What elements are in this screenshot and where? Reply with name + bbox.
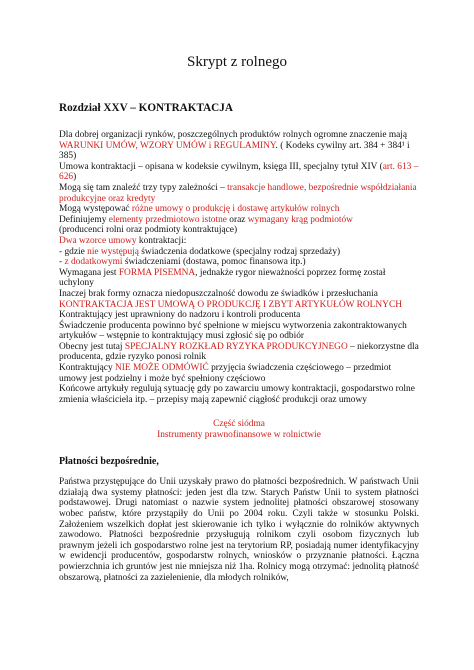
text-line: Wymagana jest FORMA PISEMNA, jednakże rygor nieważności poprzez formę został uchylony (59, 267, 386, 289)
document-title: Skrypt z rolnego (187, 54, 287, 70)
text-line: Mogą występować różne umowy o produkcję i dostawę artykułów rolnych (59, 204, 340, 215)
text-line: Mogą się tam znaleźć trzy typy zależności – transakcje handlowe, bezpośrednie współdziałania produkcyjne oraz kredyty (59, 182, 417, 204)
text-line: - z dodatkowymi świadczeniami (dostawa, pomoc finansowa itp.) (59, 257, 306, 268)
chapter-heading: Rozdział XXV – KONTRAKTACJA (59, 102, 233, 114)
text-line: Definiujemy elementy przedmiotowo istotne oraz wymagany krąg podmiotów (59, 214, 353, 225)
text-line: (producenci rolni oraz podmioty kontraktujące) (59, 225, 238, 236)
text-line: Kontraktujący jest uprawniony do nadzoru i kontroli producenta (59, 310, 301, 321)
document-body (59, 130, 419, 583)
section-heading: Płatności bezpośrednie, (59, 455, 159, 467)
text-line: Dla dobrej organizacji rynków, poszczególnych produktów rolnych ogromne znaczenie mają WARUNKI UMÓW, WZORY UMÓW i REGULAMINY. ( Kodeks cywilny art. 384 + 384¹ i 385) (59, 130, 410, 162)
text-line: Inaczej brak formy oznacza niedopuszczalność dowodu ze świadków i przesłuchania (59, 288, 378, 299)
text-line: KONTRAKTACJA JEST UMOWĄ O PRODUKCJĘ I ZBYT ARTYKUŁÓW ROLNYCH (59, 299, 402, 310)
part-title: Część siódma (213, 419, 265, 430)
paragraph: Państwa przystępujące do Unii uzyskały prawo do płatności bezpośrednich. W państwach Unii działają dwa systemy płatności: jeden jest dla tzw. Starych Państw Unii to system płatności podstawowej. Drugi natomiast o nazwie system jednolitej płatności obszarowej stosowany wobec państw, które przystąpiły do Unii po 2004 roku. Czyli także w stosunku Polski. Założeniem wszelkich dopłat jest skierowanie ich tylko i wyłącznie do rolników aktywnych zawodowo. Płatności bezpośrednie przysługują rolnikom czyli osobom fizycznych lub prawnym jeżeli ich gospodarstwo rolne jest na terytorium RP, posiadają numer identyfikacyjny w ewidencji producentów, gospodarstw rolnych, wniosków o przyznanie płatności. Łączna powierzchnia ich gruntów jest nie mniejsza niż 1ha. Rolnicy mogą otrzymać: jednolitą płatność obszarową, płatności za zazielenienie, dla młodych rolników, (59, 477, 419, 583)
text-line: - gdzie nie występują świadczenia dodatkowe (specjalny rodzaj sprzedaży) (59, 246, 341, 257)
part-subtitle: Instrumenty prawnofinansowe w rolnictwie (157, 430, 321, 441)
text-line: Świadczenie producenta powinno być spełnione w miejscu wytworzenia zakontraktowanych artykułów – wstępnie to kontraktujący musi zgłosić się po odbiór (59, 320, 407, 342)
text-line: Obecny jest tutaj SPECJALNY ROZKŁAD RYZYKA PRODUKCYJNEGO – niekorzystne dla producenta, gdzie ryzyko ponosi rolnik (59, 341, 419, 363)
text-line: Końcowe artykuły regulują sytuację gdy po zawarciu umowy kontraktacji, gospodarstwo rolne zmienia właściciela itp. – przepisy mają zapewnić ciągłość produkcji oraz umowy (59, 384, 415, 405)
text-line: Umowa kontraktacji – opisana w kodeksie cywilnym, księga III, specjalny tytuł XIV (art. 613 – 626) (59, 161, 419, 183)
text-line: Dwa wzorce umowy kontraktacji: (59, 235, 187, 246)
text-line: Kontraktujący NIE MOŻE ODMÓWIĆ przyjęcia świadczenia częściowego – przedmiot umowy jest podzielny i może być spełniony częściowo (59, 363, 392, 384)
